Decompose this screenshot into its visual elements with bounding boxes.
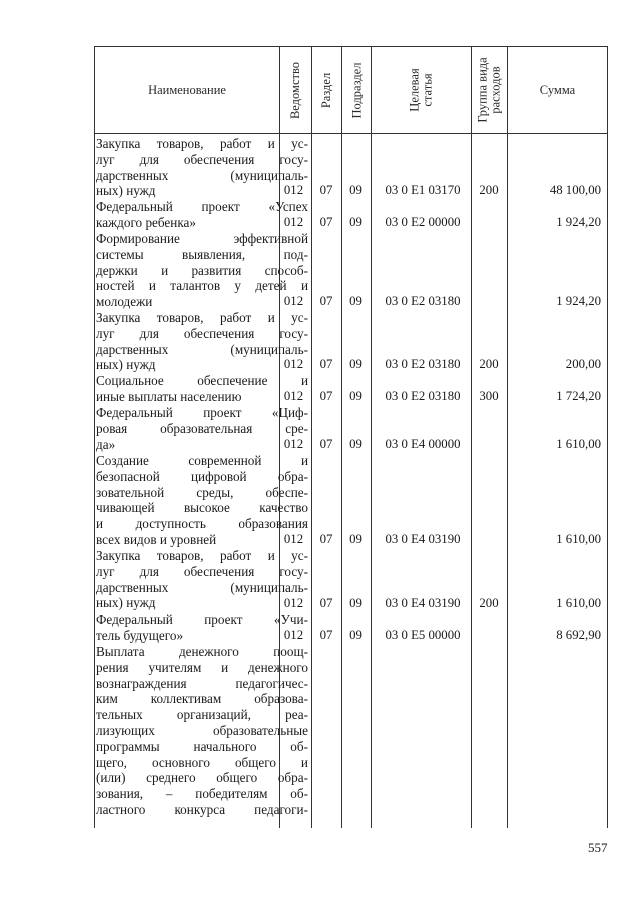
row-name-cell [96,231,308,310]
name-word: ус- [291,548,308,563]
header-summa [508,47,607,133]
cell-vedomstvo: 012 [283,389,304,403]
name-word: обеспечение [197,373,268,388]
header-podrazdel [342,47,371,133]
cell-razdel: 07 [319,215,333,229]
name-word: об- [290,738,308,754]
name-word: реа- [285,707,308,723]
name-word: Федеральный [96,199,173,214]
header-name-text: Наименование [148,82,226,97]
name-line [96,707,308,723]
name-word: (или) [96,770,126,786]
cell-razdel: 07 [319,437,333,451]
header-gruppa-line1: Группа вида [475,57,490,123]
name-word: госу- [279,563,308,579]
cell-razdel: 07 [319,628,333,642]
cell-summa: 200,00 [565,357,601,371]
header-vedomstvo [280,47,311,133]
name-word: педагогичес- [235,675,308,691]
cell-tselevaya: 03 0 E4 00000 [385,437,461,451]
name-word: проект [201,199,240,214]
name-word: чивающей [96,500,155,516]
name-line [96,644,308,660]
name-word: сре- [285,420,308,436]
name-word: тельных [96,707,143,723]
name-line: молодежи [96,294,153,310]
cell-razdel: 07 [319,532,333,546]
cell-tselevaya: 03 0 E2 03180 [385,294,461,308]
name-word: доступность [135,516,206,532]
name-word: обра- [277,770,308,786]
name-word: – [165,786,173,802]
cell-vedomstvo: 012 [283,532,304,546]
name-word: обеспечения [183,151,255,167]
name-word: обеспе- [265,484,308,500]
cell-gruppa: 200 [479,357,499,371]
name-word: и [267,310,275,325]
cell-summa: 1 924,20 [556,215,601,229]
name-word: работ [219,310,252,325]
name-word: зовательной [96,484,165,500]
name-line [96,310,308,326]
page-number: 557 [588,840,608,855]
name-word: начального [193,738,257,754]
cell-razdel: 07 [319,294,333,308]
name-word: ластного [96,801,146,817]
name-word: об- [290,786,308,802]
name-word: дарственных [96,167,169,183]
cell-vedomstvo: 012 [283,596,304,610]
name-word: дарственных [96,579,169,595]
name-word: образовательная [160,420,253,436]
header-tselevaya-text [409,68,435,111]
name-word: (муниципаль- [230,341,308,357]
name-word: под- [283,246,308,262]
name-word: и [161,262,169,278]
name-word: Социальное [96,373,164,388]
name-word: Закупка [96,310,141,325]
name-line: да» [96,436,116,452]
name-word: безопасной [96,468,160,484]
cell-summa: 1 924,20 [556,294,601,308]
header-tselevaya [372,47,471,133]
cell-vedomstvo: 012 [283,437,304,451]
name-word: щего, [96,754,127,770]
name-word: качество [259,500,308,516]
cell-summa: 1 724,20 [556,389,601,403]
name-word: высокое [183,500,230,516]
name-word: поощ- [273,644,308,659]
name-word: системы [96,246,144,262]
name-word: и [148,278,156,294]
name-word: «Учи- [273,612,308,627]
cell-vedomstvo: 012 [283,183,304,197]
name-line [96,152,308,168]
name-word: держки [96,262,138,278]
name-word: обеспечения [183,325,255,341]
name-word: учителям [148,659,202,675]
name-word: среды, [196,484,234,500]
name-line [96,770,308,786]
header-gruppa [472,47,507,133]
name-line [96,136,308,152]
name-word: рения [96,659,129,675]
name-line [96,168,308,184]
name-word: ким [96,691,118,707]
cell-vedomstvo: 012 [283,294,304,308]
name-line [96,564,308,580]
name-line: всех видов и уровней [96,531,217,547]
header-gruppa-line2: расходов [488,66,503,114]
header-summa-text: Сумма [539,82,576,97]
cell-razdel: 07 [319,596,333,610]
cell-razdel: 07 [319,357,333,371]
name-word: (муниципаль- [230,167,308,183]
name-word: общего [234,754,276,770]
name-word: программы [96,738,160,754]
column-border [341,46,342,828]
name-word: образова- [254,691,308,707]
cell-gruppa: 300 [479,389,499,403]
name-word: товаров, [156,136,204,151]
name-line [96,405,308,421]
header-bottom-border [94,133,608,134]
name-word: товаров, [156,310,204,325]
name-line [96,231,308,247]
name-line [96,739,308,755]
column-border [94,46,95,828]
name-line [96,755,308,771]
name-word: зования, [96,786,144,802]
name-line: ных) нужд [96,357,156,373]
name-word: луг [96,151,115,167]
name-word: луг [96,563,115,579]
row-name-cell [96,405,308,452]
name-word: обеспечения [183,563,255,579]
cell-podrazdel: 09 [349,294,362,308]
name-word: у [234,278,241,294]
name-word: коллективам [150,691,222,707]
name-line [96,247,308,263]
row-name-cell [96,453,308,548]
name-line [96,691,308,707]
name-word: конкурса [174,801,226,817]
name-word: проект [203,405,242,420]
header-tselevaya-line2: статья [420,73,435,107]
name-word: организаций, [176,707,251,723]
header-vedomstvo-text: Ведомство [288,61,302,119]
header-tselevaya-line1: Целевая [407,68,422,112]
name-word: работ [219,136,252,151]
name-word: Закупка [96,136,141,151]
row-name-cell [96,612,308,644]
name-line [96,676,308,692]
column-border [371,46,372,828]
name-word: образования [238,516,308,532]
name-line [96,342,308,358]
name-word: госу- [279,325,308,341]
cell-summa: 48 100,00 [549,183,601,197]
cell-razdel: 07 [319,183,333,197]
name-line: иные выплаты населению [96,388,242,404]
row-name-cell [96,136,308,199]
name-word: и [267,548,275,563]
cell-gruppa: 200 [479,183,499,197]
cell-podrazdel: 09 [349,532,362,546]
name-word: эффективной [233,231,308,246]
name-word: и [96,516,104,532]
name-line [96,453,308,469]
row-name-cell [96,373,308,405]
cell-vedomstvo: 012 [283,628,304,642]
name-word: дарственных [96,341,169,357]
row-name-cell [96,199,308,231]
name-word: «Циф- [271,405,308,420]
cell-razdel: 07 [319,389,333,403]
cell-podrazdel: 09 [349,389,362,403]
cell-summa: 8 692,90 [556,628,601,642]
name-word: и [300,754,308,770]
cell-tselevaya: 03 0 E2 03180 [385,389,461,403]
name-word: общего [216,770,258,786]
cell-podrazdel: 09 [349,357,362,371]
name-line [96,580,308,596]
name-word: вознаграждения [96,675,187,691]
cell-tselevaya: 03 0 E4 03190 [385,532,461,546]
cell-vedomstvo: 012 [283,357,304,371]
name-word: (муниципаль- [230,579,308,595]
cell-tselevaya: 03 0 E2 00000 [385,215,461,229]
name-word: современной [188,453,262,468]
name-word: Федеральный [96,612,173,627]
cell-podrazdel: 09 [349,215,362,229]
name-line: каждого ребенка» [96,214,196,230]
name-word: ностей [96,278,135,294]
cell-tselevaya: 03 0 E2 03180 [385,357,461,371]
name-word: выявления, [182,246,246,262]
name-word: для [139,563,159,579]
name-word: и [221,659,229,675]
column-border [607,46,608,828]
name-word: талантов [170,278,221,294]
name-word: Формирование [96,231,180,246]
name-line [96,421,308,437]
cell-tselevaya: 03 0 E1 03170 [385,183,461,197]
name-line [96,548,308,564]
name-word: и [300,278,308,294]
name-word: детей [255,278,287,294]
cell-tselevaya: 03 0 E5 00000 [385,628,461,642]
column-border [471,46,472,828]
header-razdel [312,47,341,133]
name-line [96,263,308,279]
row-name-cell [96,310,308,373]
header-razdel-text: Раздел [319,72,334,108]
name-word: для [139,325,159,341]
header-gruppa-text [477,57,503,122]
name-line [96,802,308,818]
row-name-cell [96,548,308,611]
name-word: Закупка [96,548,141,563]
name-line [96,723,308,739]
row-name-cell [96,644,308,818]
name-word: основного [151,754,210,770]
name-word: Выплата [96,644,145,659]
cell-summa: 1 610,00 [556,596,601,610]
name-line [96,469,308,485]
name-word: победителям [195,786,268,802]
name-word: среднего [146,770,196,786]
name-line [96,500,308,516]
name-word: Создание [96,453,149,468]
name-word: для [139,151,159,167]
name-word: ровая [96,420,128,436]
name-word: работ [219,548,252,563]
cell-podrazdel: 09 [349,596,362,610]
name-word: проект [204,612,243,627]
name-word: луг [96,325,115,341]
name-word: цифровой [190,468,247,484]
name-word: педагоги- [254,801,308,817]
name-word: ус- [291,136,308,151]
name-line [96,278,308,294]
name-line [96,326,308,342]
name-word: обра- [277,468,308,484]
name-line [96,660,308,676]
cell-summa: 1 610,00 [556,532,601,546]
name-word: и [300,453,308,468]
cell-tselevaya: 03 0 E4 03190 [385,596,461,610]
name-word: «Успех [268,199,308,214]
cell-gruppa: 200 [479,596,499,610]
header-podrazdel-text: Подраздел [349,62,363,118]
name-word: лизующих [96,722,155,738]
name-word: развития [191,262,242,278]
cell-vedomstvo: 012 [283,215,304,229]
name-word: товаров, [156,548,204,563]
name-word: и [300,373,308,388]
name-word: госу- [279,151,308,167]
name-word: денежного [178,644,239,659]
name-word: способ- [264,262,308,278]
name-word: образовательные [212,722,308,738]
name-word: Федеральный [96,405,173,420]
name-line: ных) нужд [96,183,156,199]
column-border [311,46,312,828]
name-line [96,485,308,501]
cell-summa: 1 610,00 [556,437,601,451]
name-line [96,612,308,628]
name-line [96,786,308,802]
name-line: ных) нужд [96,595,156,611]
name-line [96,373,308,389]
cell-podrazdel: 09 [349,183,362,197]
name-word: и [267,136,275,151]
name-line [96,199,308,215]
name-word: ус- [291,310,308,325]
header-name [95,47,279,133]
name-word: денежного [248,659,308,675]
cell-podrazdel: 09 [349,437,362,451]
cell-podrazdel: 09 [349,628,362,642]
name-line: тель будущего» [96,627,184,643]
name-line [96,516,308,532]
